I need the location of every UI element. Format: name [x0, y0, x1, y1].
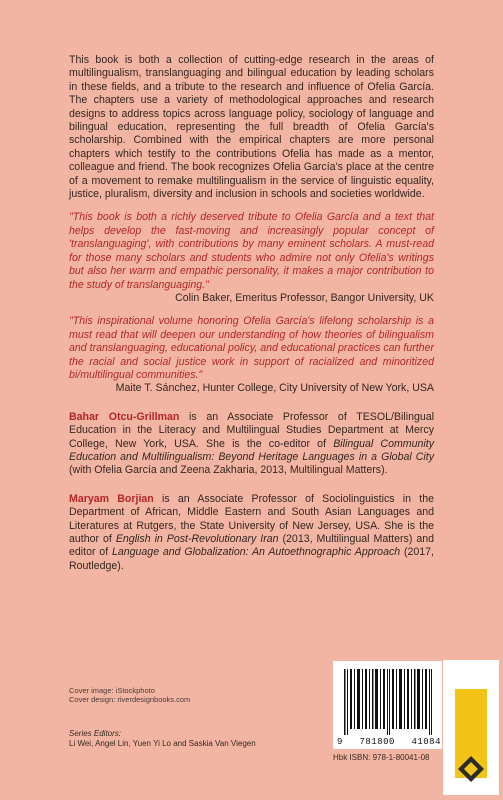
editor-bio: Bahar Otcu-Grillman is an Associate Professor of TESOL/Bilingual Education in the Literacy and Multilingual Studies Department at Mercy College, New York, USA. She is the co-editor of Bilingual Community Education and Multilingualism: Beyond Heritage Languages in a Global City (with Ofelia García and Zeena Zakharia, 2013, Multilingual Matters). — [69, 410, 434, 477]
publisher-logo-icon — [456, 754, 486, 784]
book-title: English in Post-Revolutionary Iran — [115, 533, 279, 545]
barcode-bars — [344, 669, 432, 735]
cover-credits — [69, 686, 190, 704]
series-editors — [69, 729, 256, 749]
quote-text: "This book is both a richly deserved tribute to Ofelia García and a text that helps develop the fast-moving and increasingly popular concept of 'translanguaging', with contributions by many eminent scholars. A must-read for those many scholars and students who admire not only Ofelia's writings but also her warm and empathic personality, it makes a major contribution to the study of translanguaging." — [69, 211, 434, 291]
editor-name: Maryam Borjian — [69, 492, 154, 505]
series-editors-names: Li Wei, Angel Lin, Yuen Yi Lo and Saskia Van Viegen — [69, 739, 256, 748]
book-blurb: This book is both a collection of cutting-edge research in the areas of multilingualism, translanguaging and bilingual education by leading scholars in these fields, and a tribute to the research and influence of Ofelia García. The chapters use a variety of methodological approaches and research designs to address topics across language policy, sociology of language and bilingual education, representing the full breadth of Ofelia García's scholarship. Combined with the empirical chapters are more personal chapters which testify to the contributions Ofelia has made as a mentor, colleague and friend. The book recognizes Ofelia García's place at the centre of a movement to remake multilingualism in the service of linguistic equality, justice, pluralism, diversity and inclusion in schools and societies worldwide. — [69, 54, 434, 201]
quote-attribution: Colin Baker, Emeritus Professor, Bangor University, UK — [175, 291, 434, 304]
quote-attribution: Maite T. Sánchez, Hunter College, City University of New York, USA — [115, 382, 434, 395]
editor-bio: Maryam Borjian is an Associate Professor of Sociolinguistics in the Department of African, Middle Eastern and South Asian Languages and Literatures at Rutgers, the State University of New Jersey, USA. She is the author of English in Post-Revolutionary Iran (2013, Multilingual Matters) and editor of Language and Globalization: An Autoethnographic Approach (2017, Routledge). — [69, 492, 435, 572]
book-title: Language and Globalization: An Autoethnographic Approach — [111, 546, 401, 559]
barcode — [333, 661, 442, 749]
book-title: Bilingual Community Education and Multilingualism: Beyond Heritage Languages in a Global City — [69, 437, 434, 463]
barcode-digits: 9 781800 41084 — [337, 737, 441, 747]
cover-design-credit: Cover design: riverdesignbooks.com — [69, 695, 191, 704]
cover-text — [69, 54, 434, 573]
series-editors-label: Series Editors: — [69, 729, 122, 738]
endorsement-quote — [69, 211, 434, 305]
quote-text: "This inspirational volume honoring Ofelia García's lifelong scholarship is a must read that will deepen our understanding of how theories of bilingualism and translanguaging, educational policy, and educational practices can further the racial and social justice work in support of racialized and minoritized bi/multilingual communities." — [69, 315, 434, 381]
editor-name: Bahar Otcu-Grillman — [69, 410, 180, 423]
cover-image-credit: Cover image: iStockphoto — [69, 686, 155, 695]
isbn-text: Hbk ISBN: 978-1-80041-08 — [333, 753, 430, 762]
endorsement-quote — [69, 315, 434, 395]
